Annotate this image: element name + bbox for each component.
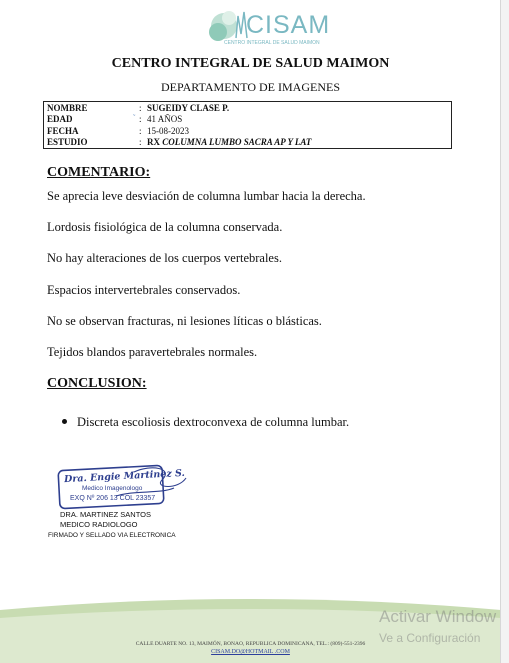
comment-line: Lordosis fisiológica de la columna conservada.	[47, 220, 283, 234]
patient-value	[147, 137, 311, 148]
colon-separator: :	[139, 103, 142, 113]
logo-subtext: CENTRO INTEGRAL DE SALUD MAIMON	[224, 40, 320, 46]
spellcheck-mark-icon: ˷	[133, 108, 136, 116]
stamp-role: Medico Imagenologo	[82, 485, 143, 492]
comment-line: Espacios intervertebrales conservados.	[47, 283, 241, 297]
patient-info-table	[43, 101, 452, 149]
department-subtitle: DEPARTAMENTO DE IMAGENES	[161, 80, 340, 94]
patient-row-date	[44, 126, 451, 137]
conclusion-heading: CONCLUSION:	[47, 376, 147, 391]
footer-address: CALLE DUARTE NO. 13, MAIMÓN, BONAO, REPUBLICA DOMINICANA, TEL.: (809)-551-2396	[135, 641, 366, 647]
comment-line: No hay alteraciones de los cuerpos vertebrales.	[47, 251, 282, 265]
footer-email[interactable]: CISAM.DO@HOTMAIL .COM	[211, 649, 290, 655]
patient-label: ESTUDIO	[47, 137, 88, 148]
bullet-icon	[62, 419, 67, 424]
colon-separator: :	[139, 114, 142, 125]
study-name: COLUMNA LUMBO SACRA AP Y LAT	[162, 137, 312, 148]
study-prefix: RX	[147, 137, 160, 148]
patient-value: 41 AÑOS	[147, 114, 183, 125]
patient-value: 15-08-2023	[147, 125, 189, 136]
stamp-name: Dra. Engie Martinez S.	[63, 467, 186, 486]
colon-separator: :	[139, 137, 142, 148]
patient-label: NOMBRE	[47, 103, 88, 113]
patient-row-name	[44, 103, 451, 114]
comment-line: Se aprecia leve desviación de columna lumbar hacia la derecha.	[47, 189, 366, 203]
comment-line: Tejidos blandos paravertebrales normales.	[47, 345, 258, 359]
report-title: CENTRO INTEGRAL DE SALUD MAIMON	[111, 56, 390, 71]
activation-watermark-sub: Ve a Configuración	[379, 631, 481, 645]
patient-value: SUGEIDY CLASE P.	[147, 103, 230, 113]
signer-role: MEDICO RADIOLOGO	[60, 520, 138, 529]
patient-label: FECHA	[47, 125, 79, 136]
colon-separator: :	[139, 125, 142, 136]
logo-text: CISAM	[246, 11, 331, 39]
signature-note: FIRMADO Y SELLADO VIA ELECTRONICA	[48, 532, 176, 539]
conclusion-item: Discreta escoliosis dextroconvexa de columna lumbar.	[77, 415, 350, 429]
patient-label: EDAD	[47, 114, 73, 125]
patient-row-age	[44, 114, 451, 125]
signer-name: DRA. MARTINEZ SANTOS	[60, 510, 151, 519]
activation-watermark: Activar Window	[379, 607, 497, 626]
comment-line: No se observan fracturas, ni lesiones líticas o blásticas.	[47, 314, 322, 328]
scrollbar[interactable]	[500, 0, 509, 663]
comment-heading: COMENTARIO:	[47, 165, 151, 180]
patient-row-study	[44, 137, 451, 148]
stamp-id: EXQ Nº 206 13 COL 23357	[70, 495, 156, 502]
